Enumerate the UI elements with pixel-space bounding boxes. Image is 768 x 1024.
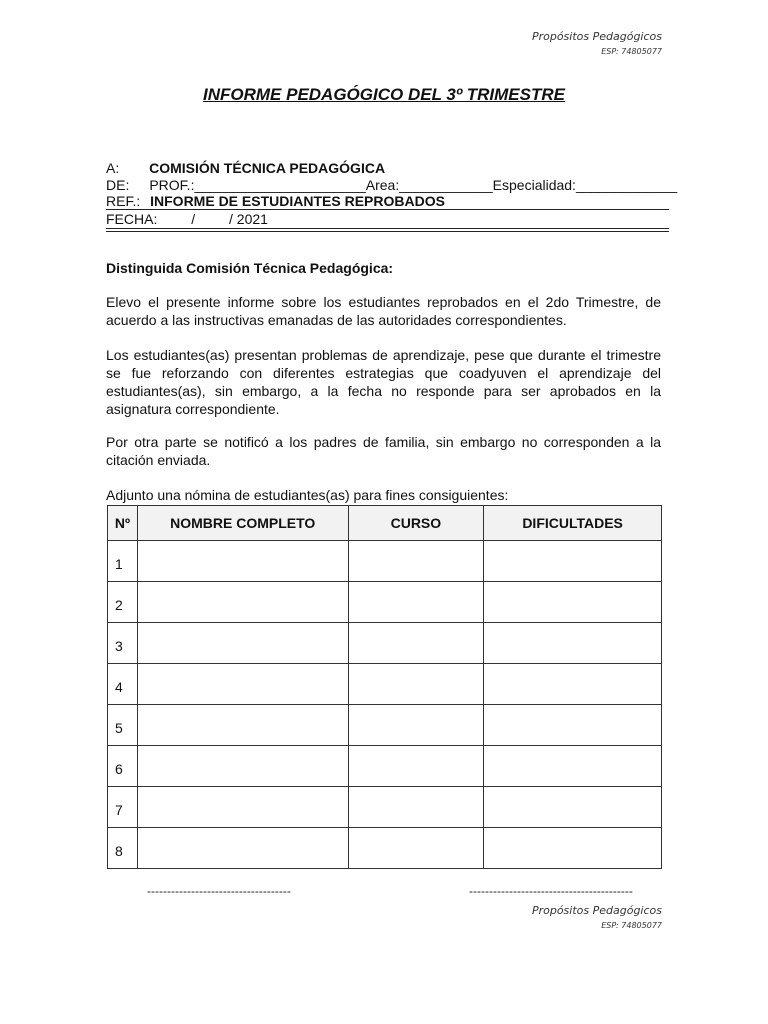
- memo-to-value: COMISIÓN TÉCNICA PEDAGÓGICA: [149, 160, 386, 176]
- table-header-row: [108, 506, 662, 541]
- difficulties-cell[interactable]: [484, 746, 662, 787]
- course-cell[interactable]: [348, 746, 484, 787]
- difficulties-cell[interactable]: [484, 582, 662, 623]
- memo-divider-1: [106, 209, 669, 210]
- col-header-name: NOMBRE COMPLETO: [137, 506, 348, 541]
- memo-ref-label: REF.:: [106, 193, 141, 209]
- table-row: [108, 623, 662, 664]
- col-header-number: Nº: [108, 506, 138, 541]
- memo-date-sep-1: /: [191, 211, 196, 227]
- table-row: [108, 705, 662, 746]
- memo-prof-blank: ______________________: [194, 177, 366, 193]
- students-table: [107, 505, 662, 869]
- difficulties-cell[interactable]: [484, 623, 662, 664]
- memo-date-label: FECHA:: [106, 211, 158, 227]
- name-cell[interactable]: [137, 746, 348, 787]
- memo-area-blank: ____________: [399, 177, 493, 193]
- row-number: 7: [108, 787, 138, 828]
- paragraph-3: Por otra parte se notificó a los padres de familia, sin embargo no corresponden a la citación enviada.: [106, 434, 661, 468]
- memo-divider-2: [106, 228, 669, 229]
- memo-divider-3: [106, 231, 669, 232]
- name-cell[interactable]: [137, 828, 348, 869]
- difficulties-cell[interactable]: [484, 705, 662, 746]
- course-cell[interactable]: [348, 582, 484, 623]
- memo-especialidad-label: Especialidad:: [492, 177, 576, 193]
- document-title: INFORME PEDAGÓGICO DEL 3º TRIMESTRE: [203, 85, 565, 104]
- memo-prof-label: PROF.:: [149, 177, 195, 193]
- course-cell[interactable]: [348, 705, 484, 746]
- name-cell[interactable]: [137, 623, 348, 664]
- memo-especialidad-blank: _____________: [575, 177, 678, 193]
- row-number: 6: [108, 746, 138, 787]
- header-brand-phone: ESP: 74805077: [601, 47, 662, 56]
- col-header-course: CURSO: [348, 506, 484, 541]
- signature-line-right: -----------------------------------------: [469, 884, 633, 898]
- difficulties-cell[interactable]: [484, 828, 662, 869]
- signature-line-left: ------------------------------------: [147, 884, 291, 898]
- row-number: 3: [108, 623, 138, 664]
- memo-to-row: [106, 160, 385, 176]
- course-cell[interactable]: [348, 787, 484, 828]
- memo-to-label: A:: [106, 160, 120, 176]
- memo-ref-row: [106, 193, 445, 209]
- course-cell[interactable]: [348, 828, 484, 869]
- table-row: [108, 664, 662, 705]
- name-cell[interactable]: [137, 541, 348, 582]
- footer-brand-name: Propósitos Pedagógicos: [531, 904, 662, 917]
- col-header-difficulties: DIFICULTADES: [484, 506, 662, 541]
- table-row: [108, 541, 662, 582]
- memo-date-row: [106, 211, 268, 227]
- course-cell[interactable]: [348, 541, 484, 582]
- greeting: Distinguida Comisión Técnica Pedagógica:: [106, 260, 394, 276]
- name-cell[interactable]: [137, 787, 348, 828]
- difficulties-cell[interactable]: [484, 541, 662, 582]
- footer-brand-phone: ESP: 74805077: [601, 921, 662, 930]
- difficulties-cell[interactable]: [484, 787, 662, 828]
- row-number: 8: [108, 828, 138, 869]
- name-cell[interactable]: [137, 582, 348, 623]
- difficulties-cell[interactable]: [484, 664, 662, 705]
- row-number: 5: [108, 705, 138, 746]
- memo-from-row: [106, 177, 677, 193]
- table-row: [108, 746, 662, 787]
- course-cell[interactable]: [348, 664, 484, 705]
- name-cell[interactable]: [137, 664, 348, 705]
- name-cell[interactable]: [137, 705, 348, 746]
- memo-area-label: Area:: [365, 177, 400, 193]
- header-brand-name: Propósitos Pedagógicos: [531, 30, 662, 43]
- row-number: 1: [108, 541, 138, 582]
- memo-from-label: DE:: [106, 177, 130, 193]
- course-cell[interactable]: [348, 623, 484, 664]
- table-row: [108, 787, 662, 828]
- memo-ref-value: INFORME DE ESTUDIANTES REPROBADOS: [150, 193, 445, 209]
- paragraph-4: Adjunto una nómina de estudiantes(as) para fines consiguientes:: [106, 487, 509, 503]
- table-row: [108, 828, 662, 869]
- memo-date-sep-2: / 2021: [229, 211, 268, 227]
- table-row: [108, 582, 662, 623]
- row-number: 2: [108, 582, 138, 623]
- paragraph-2: Los estudiantes(as) presentan problemas de aprendizaje, pese que durante el trimestre se fue reforzando con diferentes estrategias que coadyuven el aprendizaje del estudiantes(as), sin embargo, a la fecha no responde para ser aprobados en la asignatura correspondiente.: [106, 347, 661, 417]
- row-number: 4: [108, 664, 138, 705]
- paragraph-1: Elevo el presente informe sobre los estudiantes reprobados en el 2do Trimestre, de acuerdo a las instructivas emanadas de las autoridades correspondientes.: [106, 294, 661, 328]
